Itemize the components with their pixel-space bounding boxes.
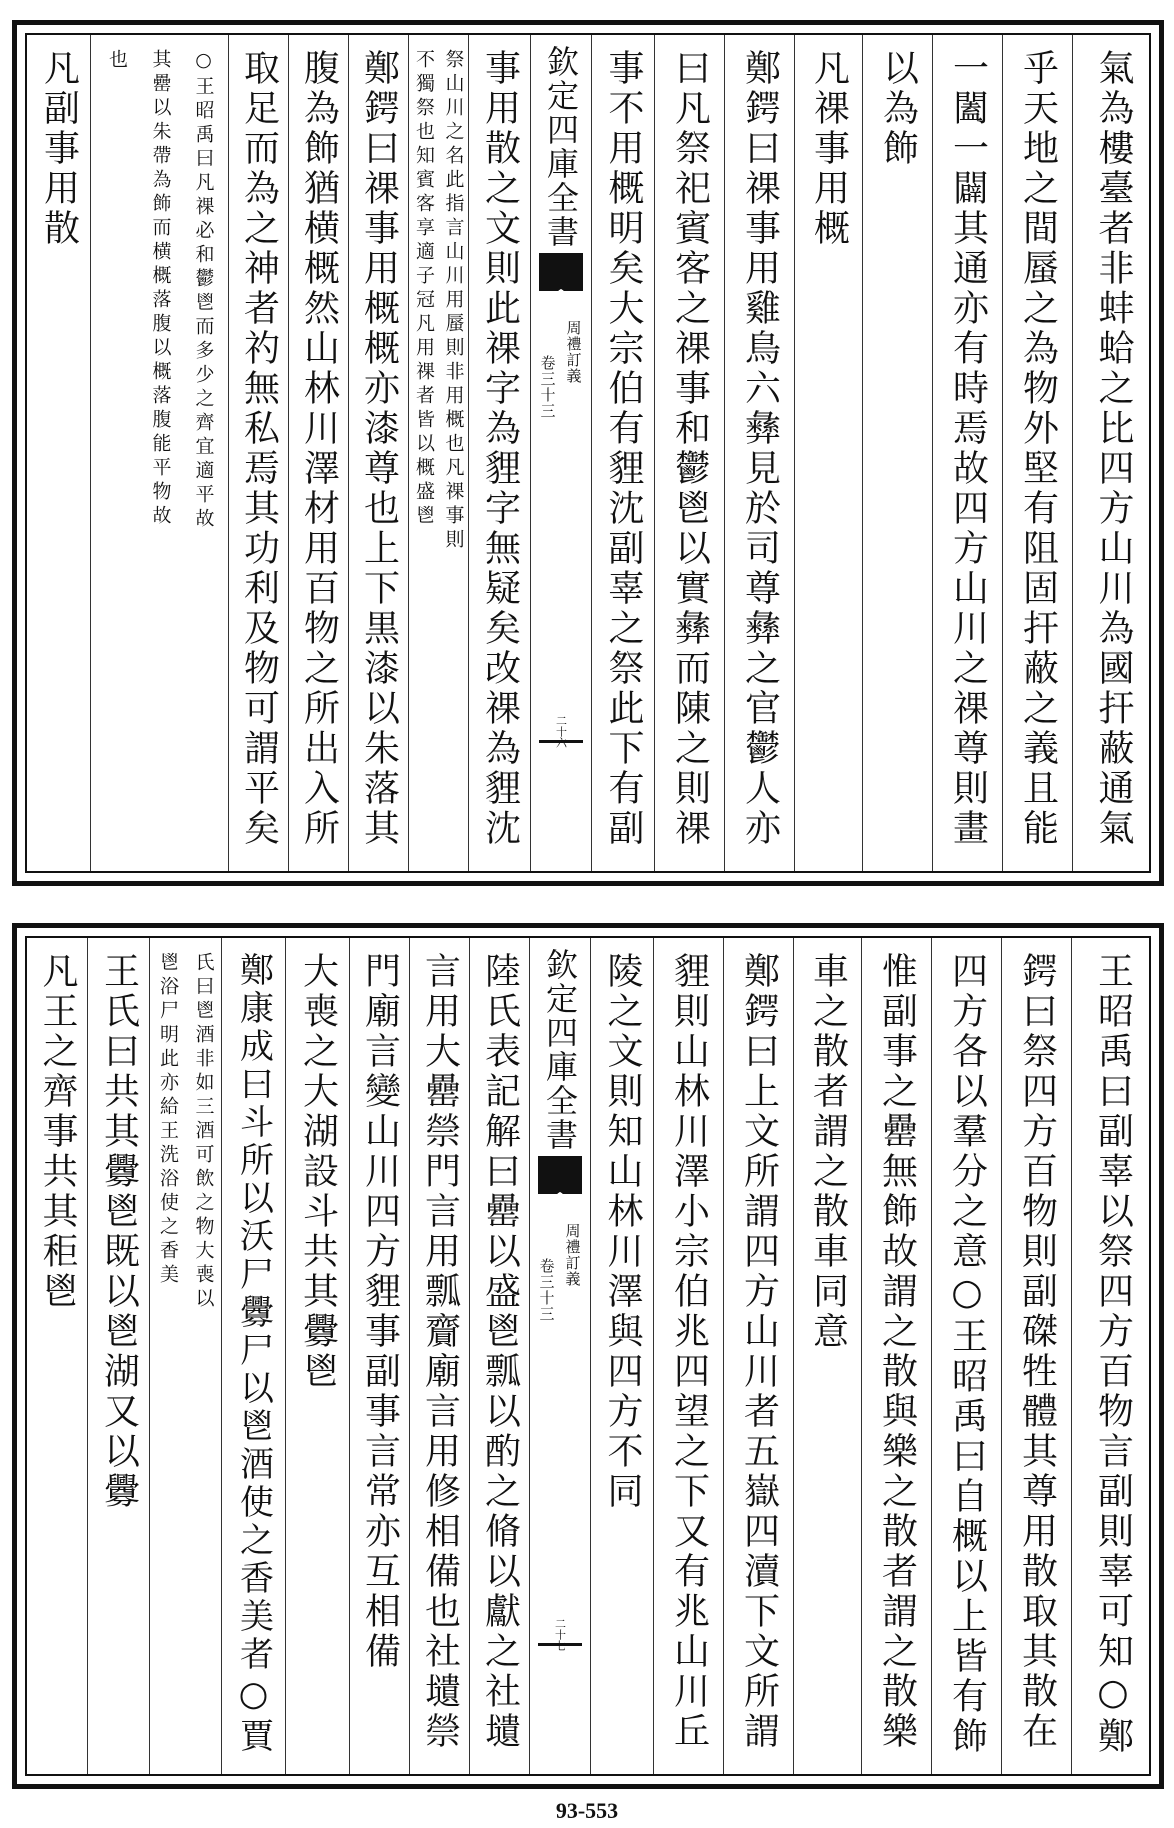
text-column <box>468 35 530 871</box>
column-text: 鍔曰祭四方百物則副磔牲體其尊用散取其散在 <box>1016 952 1058 1752</box>
column-text: 四方各以羣分之意○王昭禹曰自概以上皆有飾 <box>946 952 988 1757</box>
annotation-text: 祭山川之名此指言山川用蜃則非用概也凡祼事則 <box>442 49 465 553</box>
text-column <box>1002 35 1072 871</box>
column-text: 乎天地之間蜃之為物外堅有阻固扞蔽之義且能 <box>1017 49 1059 849</box>
folio-number: 二十六 <box>554 715 568 748</box>
column-text: 鄭鍔曰上文所謂四方山川者五嶽四瀆下文所謂 <box>738 952 780 1752</box>
text-column <box>349 938 409 1774</box>
text-column <box>1072 35 1153 871</box>
text-column <box>653 938 723 1774</box>
text-column <box>862 35 932 871</box>
collection-title: 欽定四庫全書 <box>541 948 579 1152</box>
text-column <box>723 938 793 1774</box>
column-text: 曰凡祭祀賓客之祼事和鬱鬯以實彝而陳之則祼 <box>669 49 711 849</box>
juan-number: 卷三十三 <box>538 355 557 419</box>
fishtail-mark <box>539 253 583 291</box>
column-text: 王氏曰共其釁鬯既以鬯湖又以釁 <box>98 952 140 1512</box>
column-text: 凡副事用散 <box>38 49 80 249</box>
column-text: 腹為飾猶横概然山林川澤材用百物之所出入所 <box>298 49 340 849</box>
annotation-text: 其罍以朱帶為飾而横概落腹以概落腹能平物故 <box>149 49 172 529</box>
column-text: 王昭禹曰副辜以祭四方百物言副則辜可知○鄭 <box>1092 952 1134 1757</box>
text-column <box>932 35 1002 871</box>
text-column <box>228 35 288 871</box>
annotation-column <box>149 938 185 1774</box>
column-text: 大喪之大湖設斗共其釁鬯 <box>297 952 339 1392</box>
column-text: 言用大罍禜門言用瓢齎廟言用修相備也社壝禜 <box>419 952 461 1752</box>
center-fold <box>530 35 592 871</box>
column-text: 也 <box>106 49 128 73</box>
text-column <box>931 938 1001 1774</box>
text-column <box>793 938 861 1774</box>
text-column <box>348 35 408 871</box>
column-text: 以為飾 <box>877 49 919 169</box>
annotation-text: 鬯浴尸明此亦給王洗浴使之香美 <box>157 952 179 1288</box>
column-text: 鄭鍔曰祼事用概概亦漆尊也上下黒漆以朱落其 <box>358 49 400 849</box>
annotation-column <box>438 35 468 871</box>
column-text: 取足而為之神者礿無私焉其功利及物可謂平矣 <box>238 49 280 849</box>
column-text: 惟副事之罍無飾故謂之散與樂之散者謂之散樂 <box>876 952 918 1752</box>
fishtail-mark <box>538 1156 582 1194</box>
text-column <box>221 938 285 1774</box>
annotation-text: 不獨祭也知賓客享適子冠凡用祼者皆以概盛鬯 <box>413 49 435 529</box>
annotation-column <box>408 35 438 871</box>
text-column <box>591 938 653 1774</box>
top-page-frame <box>12 20 1164 886</box>
column-text: 凡祼事用概 <box>808 49 850 249</box>
column-text: 凡王之齊事共其秬鬯 <box>37 952 78 1312</box>
book-title: 周禮訂義 <box>564 320 583 384</box>
text-column <box>724 35 794 871</box>
text-column <box>654 35 724 871</box>
text-column <box>288 35 348 871</box>
column-text: 門廟言變山川四方貍事副事言常亦互相備 <box>359 952 401 1672</box>
annotation-column <box>178 35 228 871</box>
column-text: 一闔一闢其通亦有時焉故四方山川之祼尊則畫 <box>947 49 989 849</box>
column-text: 鄭康成曰斗所以沃尸釁尸以鬯酒使之香美者○賈 <box>233 952 274 1756</box>
annotation-text: 氏曰鬯酒非如三酒可飲之物大喪以 <box>192 952 215 1312</box>
text-column <box>1001 938 1071 1774</box>
top-page-inner-frame <box>25 33 1151 873</box>
text-column <box>27 35 90 871</box>
bottom-page-inner-frame <box>25 936 1151 1776</box>
text-column <box>469 938 529 1774</box>
column-text: 陸氏表記解曰罍以盛鬯瓢以酌之脩以獻之社壝 <box>479 952 521 1752</box>
page-number: 93-553 <box>555 1798 619 1823</box>
book-title: 周禮訂義 <box>563 1223 582 1287</box>
collection-title: 欽定四庫全書 <box>542 45 580 249</box>
center-fold <box>529 938 591 1774</box>
column-text: 車之散者謂之散車同意 <box>807 952 849 1352</box>
text-column <box>409 938 469 1774</box>
annotation-column <box>185 938 221 1774</box>
text-column <box>87 938 149 1774</box>
column-text: 事用散之文則此祼字為貍字無疑矣改祼為貍沈 <box>479 49 521 849</box>
text-column <box>861 938 931 1774</box>
folio-number: 二十七 <box>553 1618 567 1651</box>
text-column <box>794 35 862 871</box>
juan-number: 卷三十三 <box>537 1258 556 1322</box>
column-text: 事不用概明矣大宗伯有貍沈副辜之祭此下有副 <box>603 49 644 849</box>
annotation-text: ○王昭禹曰凡祼必和鬱鬯而多少之齊宜適平故 <box>192 49 215 532</box>
text-column <box>90 35 142 871</box>
column-text: 貍則山林川澤小宗伯兆四望之下又有兆山川丘 <box>668 952 710 1752</box>
column-text: 鄭鍔曰祼事用雞鳥六彝見於司尊彝之官鬱人亦 <box>739 49 781 849</box>
annotation-column <box>142 35 178 871</box>
bottom-page-frame <box>12 923 1164 1789</box>
column-text: 陵之文則知山林川澤與四方不同 <box>602 952 643 1512</box>
text-column <box>1071 938 1153 1774</box>
text-column <box>27 938 87 1774</box>
text-column <box>285 938 349 1774</box>
text-column <box>592 35 654 871</box>
column-text: 氣為樓臺者非蚌蛤之比四方山川為國扞蔽通氣 <box>1093 49 1134 849</box>
